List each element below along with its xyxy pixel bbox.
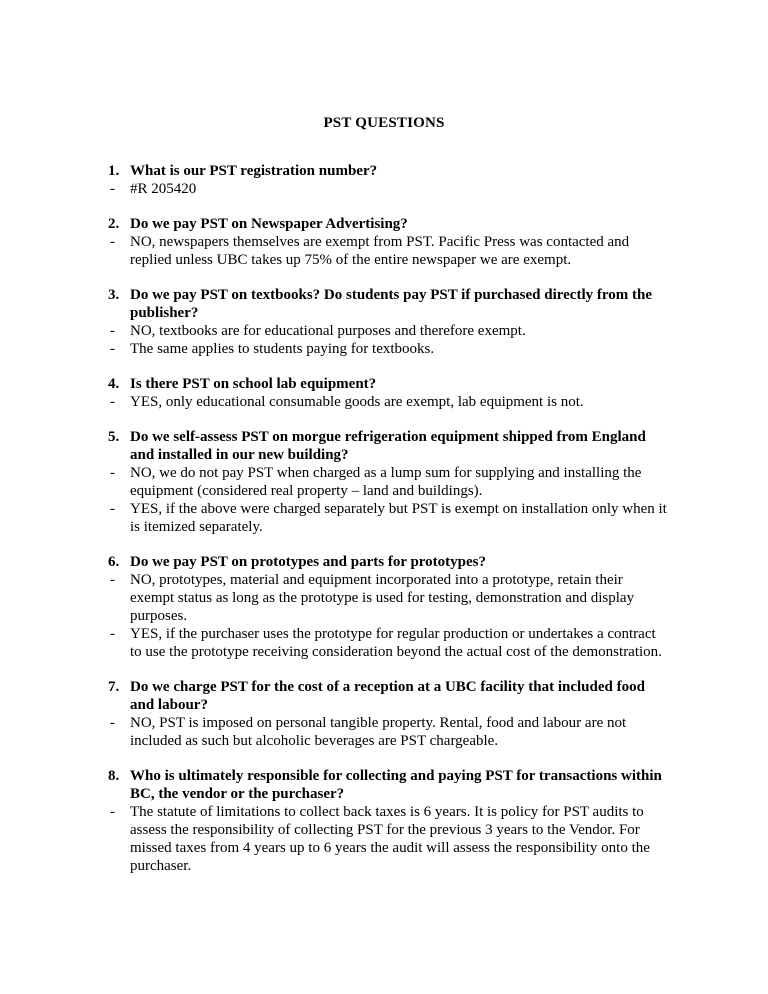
question-number: 5. xyxy=(108,429,120,445)
question-text: Do we pay PST on Newspaper Advertising? xyxy=(130,216,408,232)
answer-item xyxy=(108,571,668,625)
question-number: 1. xyxy=(108,163,120,179)
question-item-3 xyxy=(108,286,668,358)
answer-text: YES, if the purchaser uses the prototype for regular production or undertakes a contract to use the prototype receiving consideration beyond the actual cost of the demonstration. xyxy=(130,626,662,660)
question-item-1 xyxy=(108,162,668,198)
bullet-dash: - xyxy=(110,465,115,481)
question-item-2 xyxy=(108,215,668,269)
bullet-dash: - xyxy=(110,394,115,410)
answer-text: NO, textbooks are for educational purposes and therefore exempt. xyxy=(130,323,526,339)
answer-item xyxy=(108,500,668,536)
answer-text: NO, we do not pay PST when charged as a lump sum for supplying and installing the equipment (considered real property – land and buildings). xyxy=(130,465,642,499)
answer-item xyxy=(108,233,668,269)
question-item-8 xyxy=(108,767,668,875)
question-text: Do we charge PST for the cost of a reception at a UBC facility that included food and labour? xyxy=(130,679,645,713)
answer-item xyxy=(108,625,668,661)
bullet-dash: - xyxy=(110,804,115,820)
answer-list xyxy=(108,714,668,750)
answer-list xyxy=(108,233,668,269)
answer-text: NO, PST is imposed on personal tangible property. Rental, food and labour are not included as such but alcoholic beverages are PST chargeable. xyxy=(130,715,627,749)
question-item-6 xyxy=(108,553,668,661)
answer-text: YES, only educational consumable goods are exempt, lab equipment is not. xyxy=(130,394,584,410)
answer-item xyxy=(108,393,668,411)
answer-list xyxy=(108,803,668,875)
answer-list xyxy=(108,322,668,358)
answer-list xyxy=(108,464,668,536)
answer-list xyxy=(108,571,668,661)
question-number: 6. xyxy=(108,554,120,570)
question-text: Is there PST on school lab equipment? xyxy=(130,376,377,392)
answer-list xyxy=(108,180,668,198)
bullet-dash: - xyxy=(110,323,115,339)
answer-text: NO, prototypes, material and equipment incorporated into a prototype, retain their exempt status as long as the prototype is used for testing, demonstration and display purposes. xyxy=(130,572,635,624)
question-item-4 xyxy=(108,375,668,411)
answer-text: #R 205420 xyxy=(130,181,197,197)
question-text: Do we pay PST on textbooks? Do students pay PST if purchased directly from the publisher? xyxy=(130,287,652,321)
question-item-5 xyxy=(108,428,668,536)
answer-item xyxy=(108,340,668,358)
answer-item xyxy=(108,322,668,340)
answer-text: The statute of limitations to collect back taxes is 6 years. It is policy for PST audits to assess the responsibility of collecting PST for the previous 3 years to the Vendor. For missed taxes from 4 years up to 6 years the audit will assess the responsibility onto the purchaser. xyxy=(130,804,650,874)
question-text: Do we pay PST on prototypes and parts for prototypes? xyxy=(130,554,487,570)
question-text: Who is ultimately responsible for collecting and paying PST for transactions within BC, the vendor or the purchaser? xyxy=(130,768,662,802)
question-number: 2. xyxy=(108,216,120,232)
bullet-dash: - xyxy=(110,181,115,197)
question-number: 7. xyxy=(108,679,120,695)
bullet-dash: - xyxy=(110,341,115,357)
question-number: 8. xyxy=(108,768,120,784)
bullet-dash: - xyxy=(110,715,115,731)
answer-text: NO, newspapers themselves are exempt from PST. Pacific Press was contacted and replied unless UBC takes up 75% of the entire newspaper we are exempt. xyxy=(130,234,630,268)
bullet-dash: - xyxy=(110,572,115,588)
bullet-dash: - xyxy=(110,234,115,250)
answer-item xyxy=(108,803,668,875)
question-number: 3. xyxy=(108,287,120,303)
bullet-dash: - xyxy=(110,501,115,517)
page-title: PST QUESTIONS xyxy=(323,115,445,131)
question-number: 4. xyxy=(108,376,120,392)
question-text: Do we self-assess PST on morgue refrigeration equipment shipped from England and installed in our new building? xyxy=(130,429,646,463)
answer-text: The same applies to students paying for textbooks. xyxy=(130,341,435,357)
answer-list xyxy=(108,393,668,411)
bullet-dash: - xyxy=(110,626,115,642)
answer-item xyxy=(108,714,668,750)
question-item-7 xyxy=(108,678,668,750)
answer-item xyxy=(108,180,668,198)
question-list xyxy=(108,162,668,892)
question-text: What is our PST registration number? xyxy=(130,163,378,179)
answer-text: YES, if the above were charged separately but PST is exempt on installation only when it is itemized separately. xyxy=(130,501,667,535)
answer-item xyxy=(108,464,668,500)
